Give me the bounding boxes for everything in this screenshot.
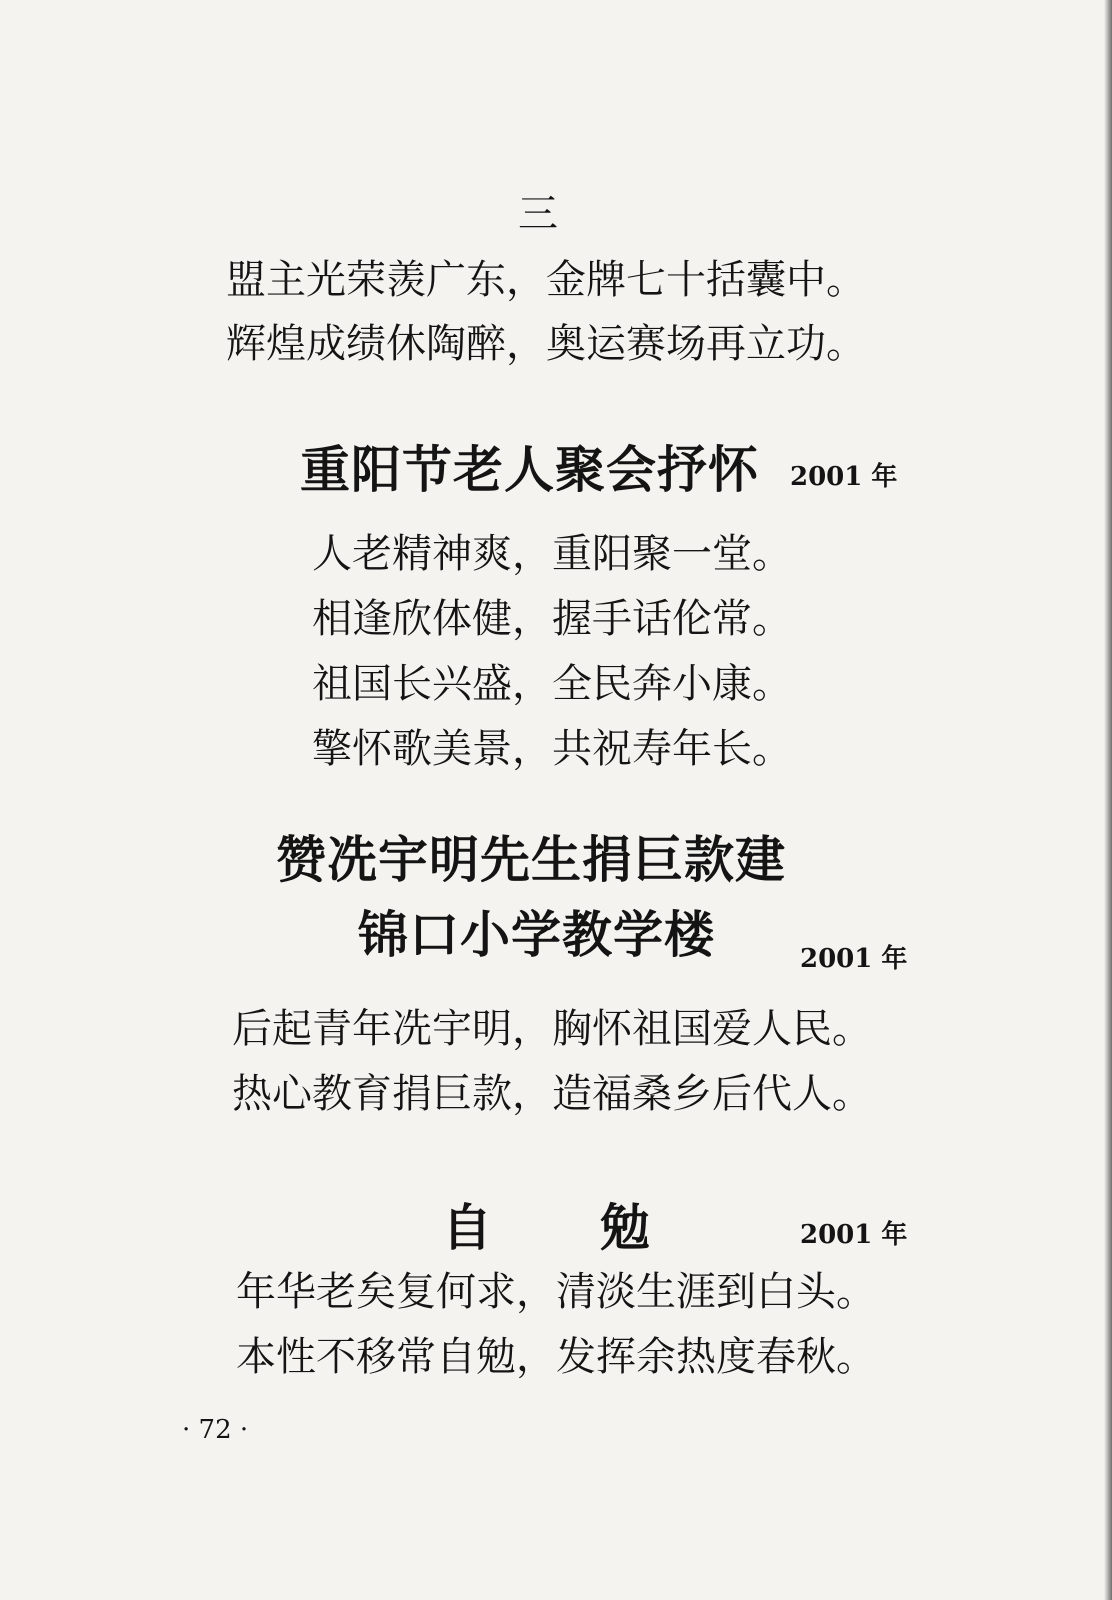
page-number: · 72 · (182, 1415, 249, 1445)
section-number: 三 (518, 191, 558, 237)
verse-line: 擎怀歌美景，共祝寿年长。 (312, 726, 792, 772)
page-edge-shadow (1104, 0, 1112, 1600)
poem-year: 2001 年 (800, 944, 908, 974)
verse-line: 人老精神爽，重阳聚一堂。 (312, 531, 792, 577)
poem-title: 重阳节老人聚会抒怀 (300, 440, 759, 499)
poem-title-char: 勉 (600, 1198, 651, 1257)
verse-line: 祖国长兴盛，全民奔小康。 (312, 661, 792, 707)
poem-year: 2001 年 (800, 1220, 908, 1250)
verse-line: 后起青年冼宇明，胸怀祖国爱人民。 (232, 1006, 872, 1052)
verse-line: 本性不移常自勉，发挥余热度春秋。 (236, 1334, 876, 1380)
verse-line: 年华老矣复何求，清淡生涯到白头。 (236, 1269, 876, 1315)
verse-line: 相逢欣体健，握手话伦常。 (312, 596, 792, 642)
poem-year: 2001 年 (790, 462, 898, 492)
poem-title-line1: 赞冼宇明先生捐巨款建 (276, 830, 786, 889)
poem-title-line2: 锦口小学教学楼 (358, 905, 715, 964)
verse-line: 盟主光荣羡广东，金牌七十括囊中。 (226, 257, 866, 303)
poem-title-char: 自 (442, 1198, 493, 1257)
verse-line: 辉煌成绩休陶醉，奥运赛场再立功。 (226, 321, 866, 367)
verse-line: 热心教育捐巨款，造福桑乡后代人。 (232, 1071, 872, 1117)
